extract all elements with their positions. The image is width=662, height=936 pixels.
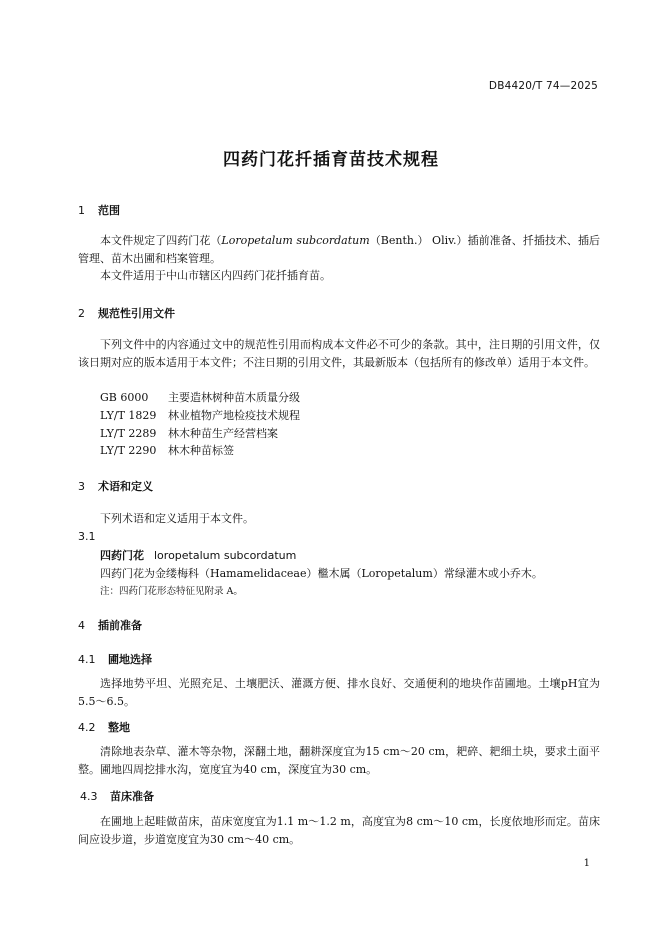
section-number: 1 — [78, 204, 85, 217]
section-number: 3 — [78, 480, 85, 493]
subsection-number: 4.2 — [78, 721, 96, 734]
reference-code: LY/T 2289 — [100, 427, 157, 440]
reference-title: 林业植物产地检疫技术规程 — [168, 409, 300, 422]
term-definition: 四药门花为金缕梅科（Hamamelidaceae）檵木属（Loropetalum）常绿灌木或小乔木。 — [100, 567, 543, 580]
section-2-heading — [78, 305, 175, 321]
reference-code: LY/T 1829 — [100, 409, 157, 422]
subsection-4-1-heading — [78, 651, 152, 667]
term-note: 注：四药门花形态特征见附录 A。 — [100, 586, 243, 597]
latin-name: Loropetalum subcordatum — [221, 234, 370, 247]
subsection-4-2-text: 清除地表杂草、灌木等杂物，深翻土地，翻耕深度宜为15 cm～20 cm，耙碎、耙细土块，要求土面平整。圃地四周挖排水沟，宽度宜为40 cm，深度宜为30 cm。 — [78, 745, 600, 776]
term-zh: 四药门花 — [100, 549, 144, 562]
subsection-number: 4.1 — [78, 653, 96, 666]
page-number: 1 — [583, 858, 590, 869]
reference-title: 林木种苗标签 — [168, 444, 234, 457]
reference-code: LY/T 2290 — [100, 444, 157, 457]
section-number: 2 — [78, 307, 85, 320]
term-entry — [100, 547, 296, 563]
section-3-heading — [78, 478, 153, 494]
section-title: 术语和定义 — [98, 480, 153, 493]
subsection-number: 4.3 — [80, 790, 98, 803]
reference-title: 林木种苗生产经营档案 — [168, 427, 278, 440]
reference-title: 主要造林树种苗木质量分级 — [168, 391, 300, 404]
document-title: 四药门花扦插育苗技术规程 — [223, 150, 439, 170]
reference-item — [100, 425, 278, 441]
section-number: 4 — [78, 619, 85, 632]
subsection-4-2-heading — [78, 719, 130, 735]
section-4-heading — [78, 617, 142, 633]
section-title: 范围 — [98, 204, 120, 217]
section-title: 规范性引用文件 — [98, 307, 175, 320]
term-number: 3.1 — [78, 530, 96, 543]
subsection-4-1-text: 选择地势平坦、光照充足、土壤肥沃、灌溉方便、排水良好、交通便利的地块作苗圃地。土壤pH宜为5.5～6.5。 — [78, 677, 600, 708]
subsection-title: 圃地选择 — [108, 653, 152, 666]
text-run: （Benth.） Oliv.）插前准备、扦插技术、插后管理、苗木出圃和档案管理。 — [78, 234, 601, 265]
subsection-title: 苗床准备 — [110, 790, 154, 803]
subsection-title: 整地 — [108, 721, 130, 734]
text-run: 本文件规定了四药门花（ — [100, 234, 222, 247]
subsection-4-3-text: 在圃地上起畦做苗床，苗床宽度宜为1.1 m～1.2 m，高度宜为8 cm～10 cm，长度依地形而定。苗床间应设步道，步道宽度宜为30 cm～40 cm。 — [78, 815, 600, 846]
section-1-paragraph-1 — [78, 232, 600, 267]
reference-item — [100, 407, 300, 423]
term-en: loropetalum subcordatum — [154, 549, 297, 562]
section-2-paragraph-1: 下列文件中的内容通过文中的规范性引用而构成本文件必不可少的条款。其中，注日期的引用文件，仅该日期对应的版本适用于本文件；不注日期的引用文件，其最新版本（包括所有的修改单）适用于本文件。 — [78, 338, 600, 369]
reference-code: GB 6000 — [100, 391, 149, 404]
section-3-paragraph-1: 下列术语和定义适用于本文件。 — [100, 512, 254, 525]
reference-item — [100, 442, 234, 458]
reference-item — [100, 389, 300, 405]
subsection-4-3-heading — [80, 788, 154, 804]
section-1-heading — [78, 202, 120, 218]
document-code: DB4420/T 74—2025 — [488, 80, 598, 92]
section-1-paragraph-2: 本文件适用于中山市辖区内四药门花扦插育苗。 — [100, 269, 331, 282]
section-title: 插前准备 — [98, 619, 142, 632]
